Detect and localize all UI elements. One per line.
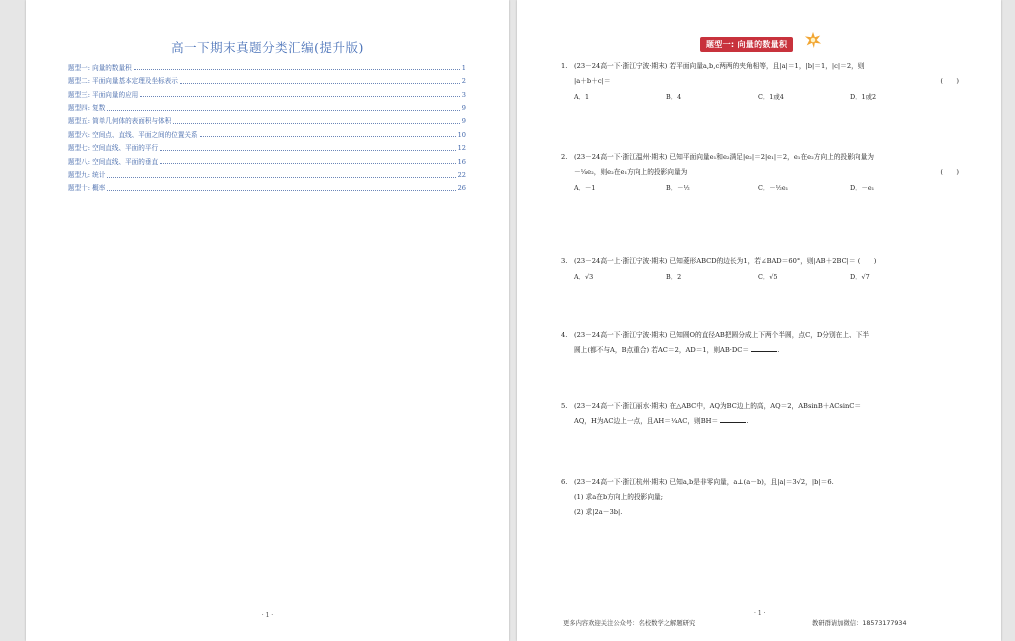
answer-blank[interactable] <box>751 343 777 352</box>
toc-item[interactable]: 题型九: 统计 22 <box>68 170 466 179</box>
options: A．√3 B．2 C．√5 D．√7 <box>574 273 870 281</box>
question-1: 1. (23－24高一下·浙江宁波·期末) 若平面向量a,b,c两两的夹角相等，且|a|＝1，|b|＝1，|c|＝2，则 |a＋b＋c|＝ ( ) A．1 B．4 C．1或4 D．1或2 <box>561 59 959 105</box>
question-2: 2. (23－24高一下·浙江温州·期末) 已知平面向量e₁和e₂满足|e₂|＝2|e₁|＝2，e₁在e₂方向上的投影向量为 －¼e₂，则e₂在e₁方向上的投影向量为 ( ) A．－1 B．－½ C．－½e₁ D．－e₁ <box>561 150 959 196</box>
section-banner: 题型一: 向量的数量积 <box>700 37 793 52</box>
right-page <box>517 0 1001 641</box>
question-6: 6. (23－24高一下·浙江杭州·期末) 已知a,b是非零向量，a⊥(a－b)，且|a|＝3√2，|b|＝6. (1) 求a在b方向上的投影向量; (2) 求|2a－3b|. <box>561 478 834 516</box>
page-number: · 1 · <box>754 610 766 617</box>
toc-item[interactable]: 题型三: 平面向量的应用 3 <box>68 90 466 99</box>
question-3: 3. (23－24高一上·浙江宁波·期末) 已知菱形ABCD的边长为1，若∠BAD＝60°，则|AB＋2BC|＝ ( ) A．√3 B．2 C．√5 D．√7 <box>561 254 959 285</box>
toc-item[interactable]: 题型八: 空间直线、平面的垂直 16 <box>68 157 466 166</box>
footer-contact: 教研群请加微信：18573177934 <box>812 620 907 627</box>
toc-item[interactable]: 题型五: 简单几何体的表面积与体积 9 <box>68 117 466 126</box>
document-title: 高一下期末真题分类汇编(提升版) <box>171 40 364 55</box>
table-of-contents <box>68 58 466 192</box>
toc-item[interactable]: 题型七: 空间直线、平面的平行 12 <box>68 144 466 153</box>
footer-wechat-account: 更多内容欢迎关注公众号：名校数学之解题研究 <box>563 620 696 627</box>
toc-item[interactable]: 题型二: 平面向量基本定理及坐标表示 2 <box>68 77 466 86</box>
left-page <box>26 0 509 641</box>
toc-item[interactable]: 题型六: 空间点、直线、平面之间的位置关系 10 <box>68 130 466 139</box>
question-5: 5. (23－24高一下·浙江丽水·期末) 在△ABC中，AQ为BC边上的高，AQ＝2，ABsinB＋ACsinC＝ AQ，H为AC边上一点，且AH＝¼AC，则BH＝ . <box>561 402 862 425</box>
answer-blank[interactable] <box>720 414 746 423</box>
toc-item[interactable]: 题型十: 概率 26 <box>68 184 466 193</box>
question-4: 4. (23－24高一下·浙江宁波·期末) 已知圆O的直径AB把圆分成上下两个半圆，点C，D分别在上、下半 圆上(都不与A，B点重合) 若AC＝2，AD＝1，则AB·DC＝ . <box>561 331 870 354</box>
options: A．－1 B．－½ C．－½e₁ D．－e₁ <box>574 184 875 192</box>
toc-item[interactable]: 题型一: 向量的数量积 1 <box>68 63 466 72</box>
options: A．1 B．4 C．1或4 D．1或2 <box>574 93 877 101</box>
toc-item[interactable]: 题型四: 复数 9 <box>68 103 466 112</box>
page-number: · 1 · <box>261 612 274 619</box>
star-burst-icon <box>804 31 822 49</box>
